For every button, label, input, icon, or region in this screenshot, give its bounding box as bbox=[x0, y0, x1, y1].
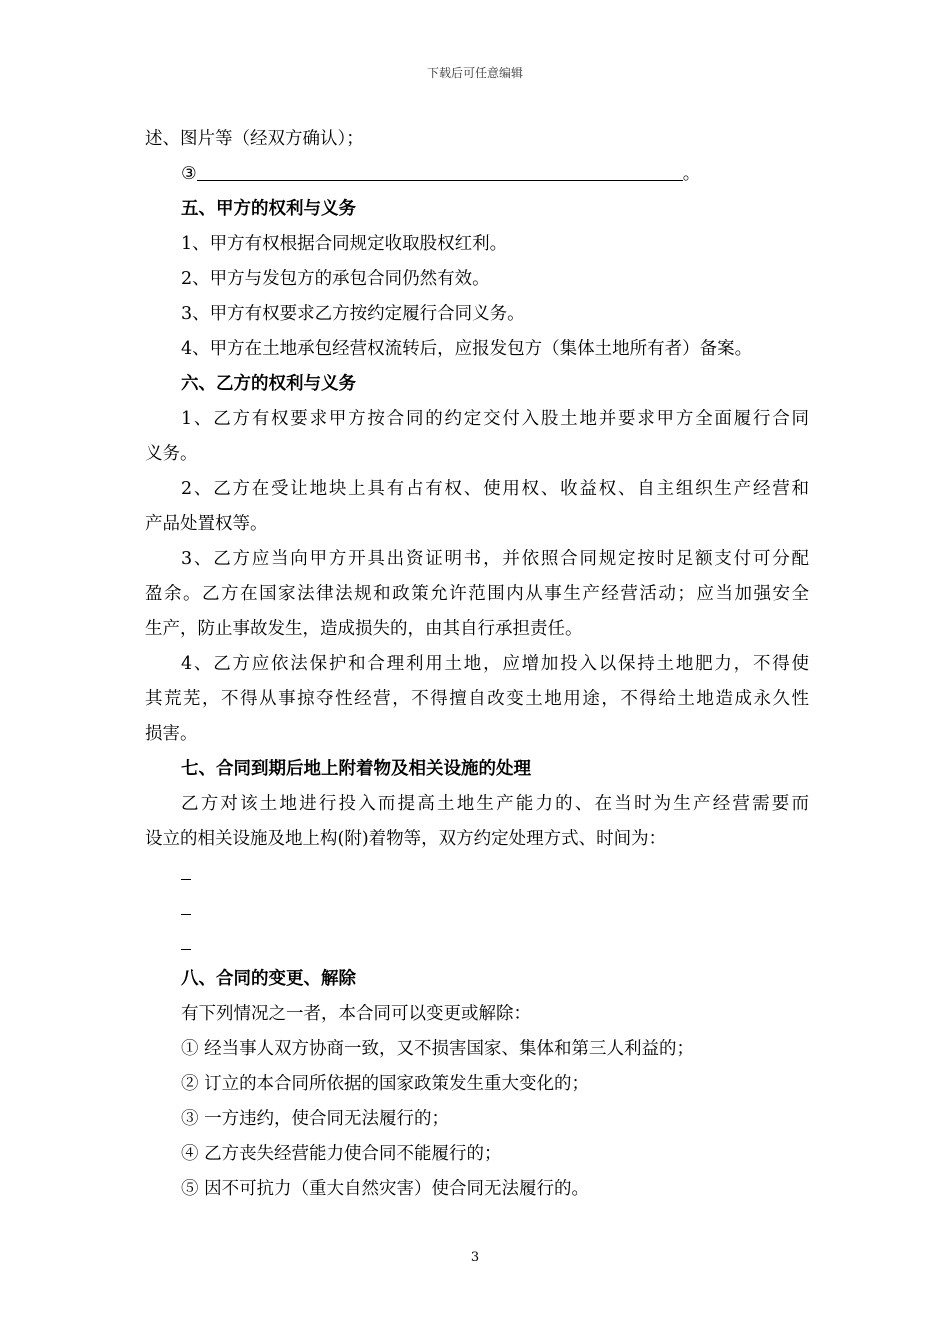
paragraph-line: 损害。 bbox=[145, 724, 198, 744]
blank-line bbox=[145, 857, 809, 892]
list-item: ① 经当事人双方协商一致，又不损害国家、集体和第三人利益的； bbox=[181, 1039, 695, 1059]
blank-line bbox=[145, 892, 809, 927]
paragraph-line: 2、乙方在受让地块上具有占有权、使用权、收益权、自主组织生产经营和 bbox=[181, 479, 809, 499]
paragraph-line: 述、图片等（经双方确认）； bbox=[145, 129, 364, 149]
item-marker: ③ bbox=[181, 164, 197, 184]
paragraph-line: 1、甲方有权根据合同规定收取股权红利。 bbox=[181, 234, 508, 254]
paragraph-line: 4、乙方应依法保护和合理利用土地，应增加投入以保持土地肥力，不得使 bbox=[181, 654, 809, 674]
item-end: 。 bbox=[682, 164, 701, 184]
list-item: ④ 乙方丧失经营能力使合同不能履行的； bbox=[181, 1144, 502, 1164]
fill-in-blank[interactable] bbox=[181, 929, 191, 950]
paragraph-line: 产品处置权等。 bbox=[145, 514, 268, 534]
fill-in-blank[interactable] bbox=[181, 859, 191, 880]
list-item: ② 订立的本合同所依据的国家政策发生重大变化的； bbox=[181, 1074, 590, 1094]
blank-line bbox=[145, 927, 809, 962]
paragraph-line: 有下列情况之一者，本合同可以变更或解除： bbox=[181, 1004, 531, 1024]
page-number: 3 bbox=[470, 1250, 480, 1265]
paragraph-line: 其荒芜，不得从事掠夺性经营，不得擅自改变土地用途，不得给土地造成永久性 bbox=[145, 689, 809, 709]
paragraph-line: 盈余。乙方在国家法律法规和政策允许范围内从事生产经营活动；应当加强安全 bbox=[145, 584, 809, 604]
paragraph-line: 3、乙方应当向甲方开具出资证明书，并依照合同规定按时足额支付可分配 bbox=[181, 549, 809, 569]
paragraph-line: 1、乙方有权要求甲方按合同的约定交付入股土地并要求甲方全面履行合同 bbox=[181, 409, 809, 429]
paragraph-line: 4、甲方在土地承包经营权流转后，应报发包方（集体土地所有者）备案。 bbox=[181, 339, 753, 359]
document-body bbox=[145, 122, 809, 1207]
list-item: ⑤ 因不可抗力（重大自然灾害）使合同无法履行的。 bbox=[181, 1179, 590, 1199]
paragraph-line: 生产，防止事故发生，造成损失的，由其自行承担责任。 bbox=[145, 619, 583, 639]
section-heading: 八、合同的变更、解除 bbox=[181, 969, 356, 989]
paragraph-line: 乙方对该土地进行投入而提高土地生产能力的、在当时为生产经营需要而 bbox=[181, 794, 809, 814]
list-item: ③ 一方违约，使合同无法履行的； bbox=[181, 1109, 450, 1129]
fill-in-blank[interactable] bbox=[197, 158, 683, 181]
fill-in-blank[interactable] bbox=[181, 894, 191, 915]
paragraph-line: 3、甲方有权要求乙方按约定履行合同义务。 bbox=[181, 304, 525, 324]
fill-in-item bbox=[145, 157, 809, 192]
page-header: 下载后可任意编辑 bbox=[426, 66, 523, 80]
section-heading: 七、合同到期后地上附着物及相关设施的处理 bbox=[181, 759, 531, 779]
paragraph-line: 义务。 bbox=[145, 444, 198, 464]
section-heading: 六、乙方的权利与义务 bbox=[181, 374, 356, 394]
paragraph-line: 设立的相关设施及地上构(附)着物等，双方约定处理方式、时间为： bbox=[145, 829, 667, 849]
section-heading: 五、甲方的权利与义务 bbox=[181, 199, 356, 219]
paragraph-line: 2、甲方与发包方的承包合同仍然有效。 bbox=[181, 269, 490, 289]
